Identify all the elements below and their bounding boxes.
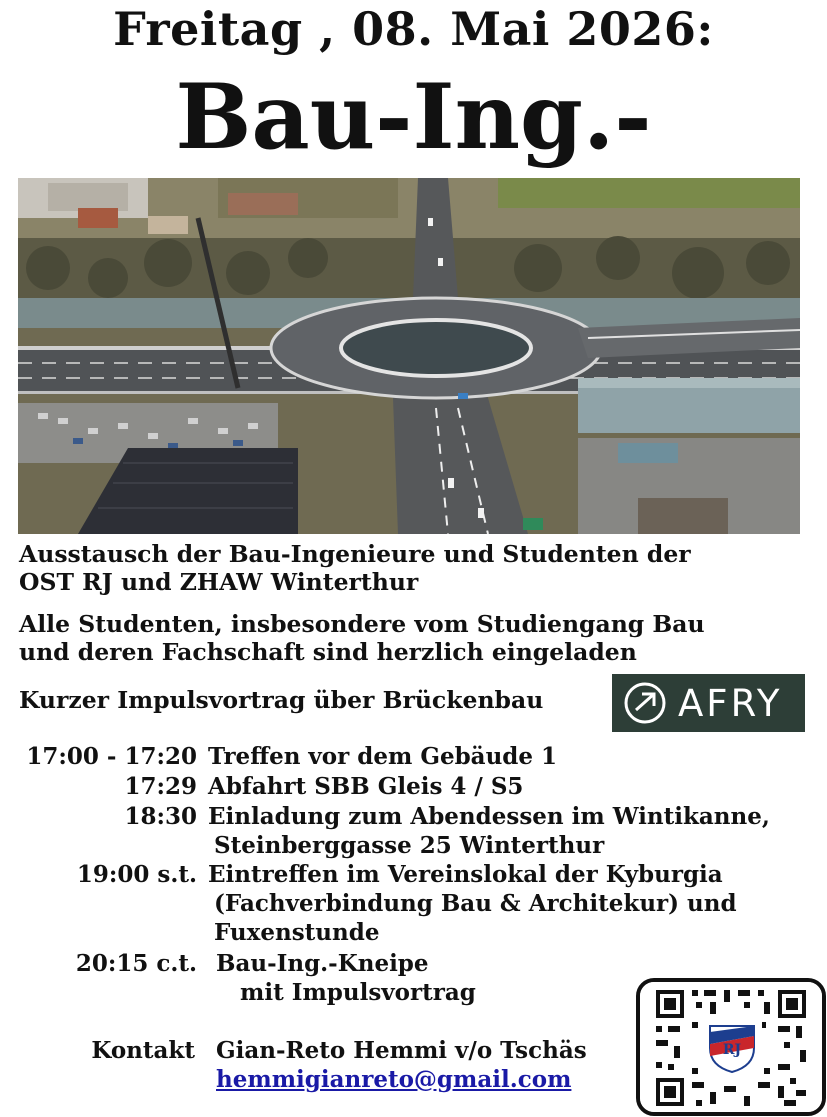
qr-code-frame: [636, 978, 826, 1116]
schedule-time: 17:29: [124, 773, 197, 800]
date-line: Freitag , 08. Mai 2026:: [113, 2, 714, 56]
schedule-text: Einladung zum Abendessen im Wintikanne,: [208, 803, 770, 830]
schedule: [0, 742, 827, 1007]
intro-line-2: OST RJ und ZHAW Winterthur: [19, 568, 419, 596]
event-title: Bau-Ing.-: [175, 64, 652, 170]
schedule-time: 17:00 - 17:20: [26, 743, 197, 770]
schedule-text: Steinberggasse 25 Winterthur: [214, 832, 605, 859]
schedule-time: 20:15 c.t.: [75, 950, 197, 977]
afry-logo: [612, 674, 805, 732]
schedule-text: Abfahrt SBB Gleis 4 / S5: [208, 773, 524, 800]
afry-arrow-icon: [622, 680, 668, 726]
schedule-text: Treffen vor dem Gebäude 1: [208, 743, 558, 770]
intro-line-1: Ausstausch der Bau-Ingenieure und Studenten der: [19, 540, 691, 568]
schedule-text: Bau-Ing.-Kneipe: [216, 950, 429, 977]
contact-label: Kontakt: [91, 1037, 195, 1064]
qr-code[interactable]: [640, 982, 822, 1112]
afry-logo-text: AFRY: [678, 681, 783, 725]
contact-email-link[interactable]: hemmigianreto@gmail.com: [216, 1066, 572, 1093]
aerial-photo: [18, 178, 800, 534]
contact: [0, 1036, 620, 1096]
qr-emblem-text: RJ: [722, 1042, 742, 1058]
schedule-text: (Fachverbindung Bau & Architekur) und: [214, 890, 737, 917]
intro-line-3: Alle Studenten, insbesondere vom Studiengang Bau: [19, 610, 705, 638]
schedule-text: Fuxenstunde: [214, 919, 380, 946]
schedule-time: 19:00 s.t.: [76, 861, 197, 888]
schedule-time: 18:30: [124, 803, 197, 830]
schedule-text: Eintreffen im Vereinslokal der Kyburgia: [208, 861, 723, 888]
talk-line: Kurzer Impulsvortrag über Brückenbau: [19, 686, 544, 714]
schedule-text: mit Impulsvortrag: [240, 979, 476, 1006]
contact-name: Gian-Reto Hemmi v/o Tschäs: [216, 1037, 587, 1064]
intro-line-4: und deren Fachschaft sind herzlich eingeladen: [19, 638, 637, 666]
